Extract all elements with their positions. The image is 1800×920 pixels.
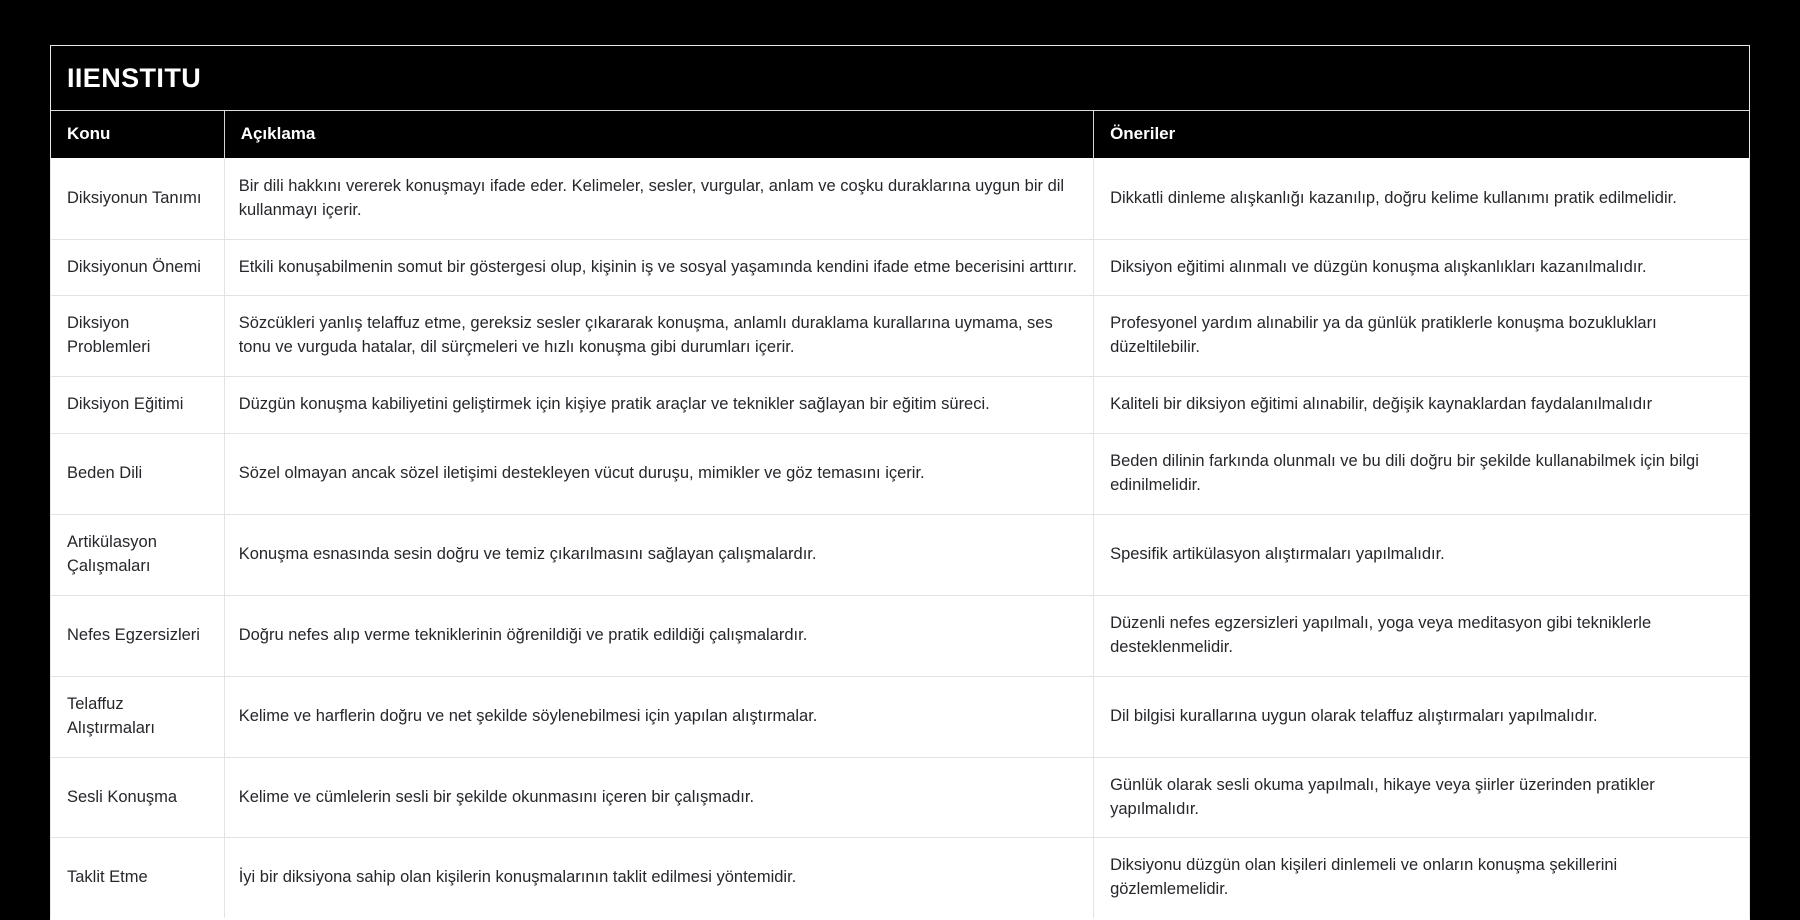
cell-aciklama: Sözel olmayan ancak sözel iletişimi destekleyen vücut duruşu, mimikler ve göz temasını içerir.: [224, 434, 1093, 515]
table-body: [51, 158, 1749, 918]
cell-aciklama: Doğru nefes alıp verme tekniklerinin öğrenildiği ve pratik edildiği çalışmalardır.: [224, 595, 1093, 676]
cell-oneriler: Spesifik artikülasyon alıştırmaları yapılmalıdır.: [1094, 515, 1749, 596]
cell-konu: Taklit Etme: [51, 838, 224, 918]
cell-aciklama: Sözcükleri yanlış telaffuz etme, gereksiz sesler çıkararak konuşma, anlamlı duraklama kurallarına uymama, ses tonu ve vurguda hatalar, dil sürçmeleri ve hızlı konuşma gibi durumları içerir.: [224, 296, 1093, 377]
table-row: [51, 595, 1749, 676]
cell-konu: Diksiyonun Önemi: [51, 239, 224, 296]
cell-konu: Beden Dili: [51, 434, 224, 515]
brand-title: IIENSTITU: [67, 63, 202, 93]
cell-konu: Telaffuz Alıştırmaları: [51, 676, 224, 757]
cell-oneriler: Profesyonel yardım alınabilir ya da günlük pratiklerle konuşma bozuklukları düzeltilebilir.: [1094, 296, 1749, 377]
column-header-oneriler[interactable]: Öneriler: [1094, 111, 1749, 159]
table-row: [51, 158, 1749, 239]
table-row: [51, 239, 1749, 296]
cell-konu: Nefes Egzersizleri: [51, 595, 224, 676]
cell-oneriler: Dikkatli dinleme alışkanlığı kazanılıp, doğru kelime kullanımı pratik edilmelidir.: [1094, 158, 1749, 239]
cell-konu: Diksiyon Problemleri: [51, 296, 224, 377]
table-row: [51, 296, 1749, 377]
cell-aciklama: Düzgün konuşma kabiliyetini geliştirmek için kişiye pratik araçlar ve teknikler sağlayan bir eğitim süreci.: [224, 377, 1093, 434]
cell-oneriler: Diksiyonu düzgün olan kişileri dinlemeli ve onların konuşma şekillerini gözlemlemelidir.: [1094, 838, 1749, 918]
cell-konu: Diksiyon Eğitimi: [51, 377, 224, 434]
cell-aciklama: Kelime ve harflerin doğru ve net şekilde söylenebilmesi için yapılan alıştırmalar.: [224, 676, 1093, 757]
column-header-aciklama[interactable]: Açıklama: [224, 111, 1093, 159]
cell-konu: Artikülasyon Çalışmaları: [51, 515, 224, 596]
cell-oneriler: Diksiyon eğitimi alınmalı ve düzgün konuşma alışkanlıkları kazanılmalıdır.: [1094, 239, 1749, 296]
column-header-konu[interactable]: Konu: [51, 111, 224, 159]
cell-aciklama: Kelime ve cümlelerin sesli bir şekilde okunmasını içeren bir çalışmadır.: [224, 757, 1093, 838]
table-row: [51, 515, 1749, 596]
table-container: [50, 45, 1750, 920]
diksiyon-table: [51, 111, 1749, 919]
brand-bar: [51, 46, 1749, 111]
table-row: [51, 757, 1749, 838]
cell-oneriler: Düzenli nefes egzersizleri yapılmalı, yoga veya meditasyon gibi tekniklerle desteklenmelidir.: [1094, 595, 1749, 676]
table-row: [51, 676, 1749, 757]
table-header: [51, 111, 1749, 159]
cell-oneriler: Kaliteli bir diksiyon eğitimi alınabilir, değişik kaynaklardan faydalanılmalıdır: [1094, 377, 1749, 434]
table-row: [51, 838, 1749, 918]
table-header-row: [51, 111, 1749, 159]
cell-oneriler: Günlük olarak sesli okuma yapılmalı, hikaye veya şiirler üzerinden pratikler yapılmalıdır.: [1094, 757, 1749, 838]
cell-konu: Diksiyonun Tanımı: [51, 158, 224, 239]
table-row: [51, 377, 1749, 434]
cell-aciklama: Bir dili hakkını vererek konuşmayı ifade eder. Kelimeler, sesler, vurgular, anlam ve coşku duraklarına uygun bir dil kullanmayı içerir.: [224, 158, 1093, 239]
cell-aciklama: Konuşma esnasında sesin doğru ve temiz çıkarılmasını sağlayan çalışmalardır.: [224, 515, 1093, 596]
cell-oneriler: Dil bilgisi kurallarına uygun olarak telaffuz alıştırmaları yapılmalıdır.: [1094, 676, 1749, 757]
cell-konu: Sesli Konuşma: [51, 757, 224, 838]
cell-aciklama: Etkili konuşabilmenin somut bir göstergesi olup, kişinin iş ve sosyal yaşamında kendini ifade etme becerisini arttırır.: [224, 239, 1093, 296]
cell-oneriler: Beden dilinin farkında olunmalı ve bu dili doğru bir şekilde kullanabilmek için bilgi edinilmelidir.: [1094, 434, 1749, 515]
cell-aciklama: İyi bir diksiyona sahip olan kişilerin konuşmalarının taklit edilmesi yöntemidir.: [224, 838, 1093, 918]
table-row: [51, 434, 1749, 515]
